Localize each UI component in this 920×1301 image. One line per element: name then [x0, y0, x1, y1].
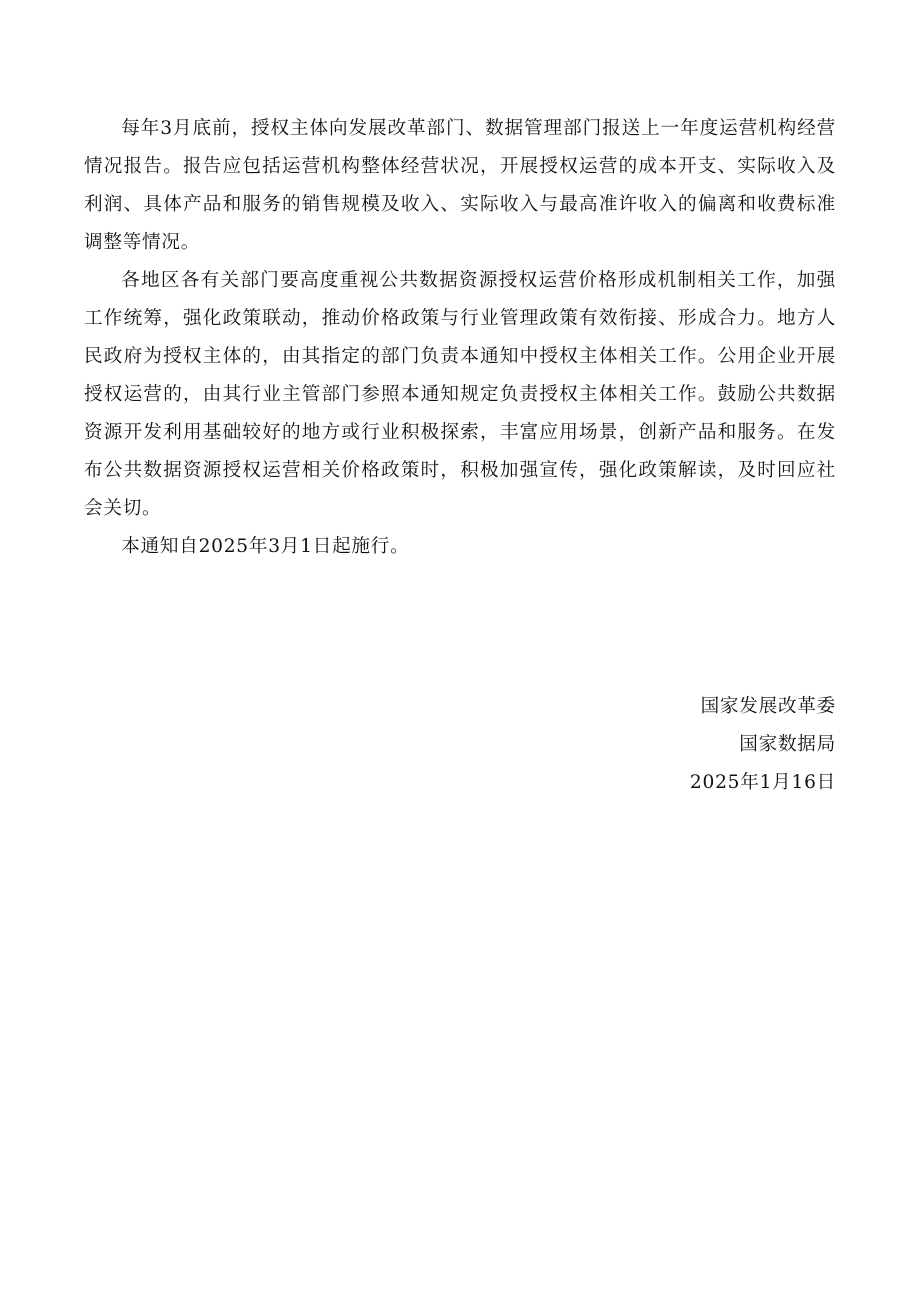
paragraph-annual-report: 每年3月底前，授权主体向发展改革部门、数据管理部门报送上一年度运营机构经营情况报告。报告应包括运营机构整体经营状况，开展授权运营的成本开支、实际收入及利润、具体产品和服务的销售规模及收入、实际收入与最高准许收入的偏离和收费标准调整等情况。: [84, 118, 836, 253]
paragraph-effective-date: 本通知自2025年3月1日起施行。: [121, 536, 410, 557]
paragraph-implementation-requirements: 各地区各有关部门要高度重视公共数据资源授权运营价格形成机制相关工作，加强工作统筹，强化政策联动，推动价格政策与行业管理政策有效衔接、形成合力。地方人民政府为授权主体的，由其指定的部门负责本通知中授权主体相关工作。公用企业开展授权运营的，由其行业主管部门参照本通知规定负责授权主体相关工作。鼓励公共数据资源开发利用基础较好的地方或行业积极探索，丰富应用场景，创新产品和服务。在发布公共数据资源授权运营相关价格政策时，积极加强宣传，强化政策解读，及时回应社会关切。: [84, 270, 836, 519]
issuing-agency-ndrc: 国家发展改革委: [700, 696, 836, 717]
issuing-agency-nda: 国家数据局: [739, 734, 836, 755]
signature-block: [690, 688, 836, 802]
issue-date: 2025年1月16日: [689, 772, 836, 793]
document-body: [84, 110, 836, 566]
